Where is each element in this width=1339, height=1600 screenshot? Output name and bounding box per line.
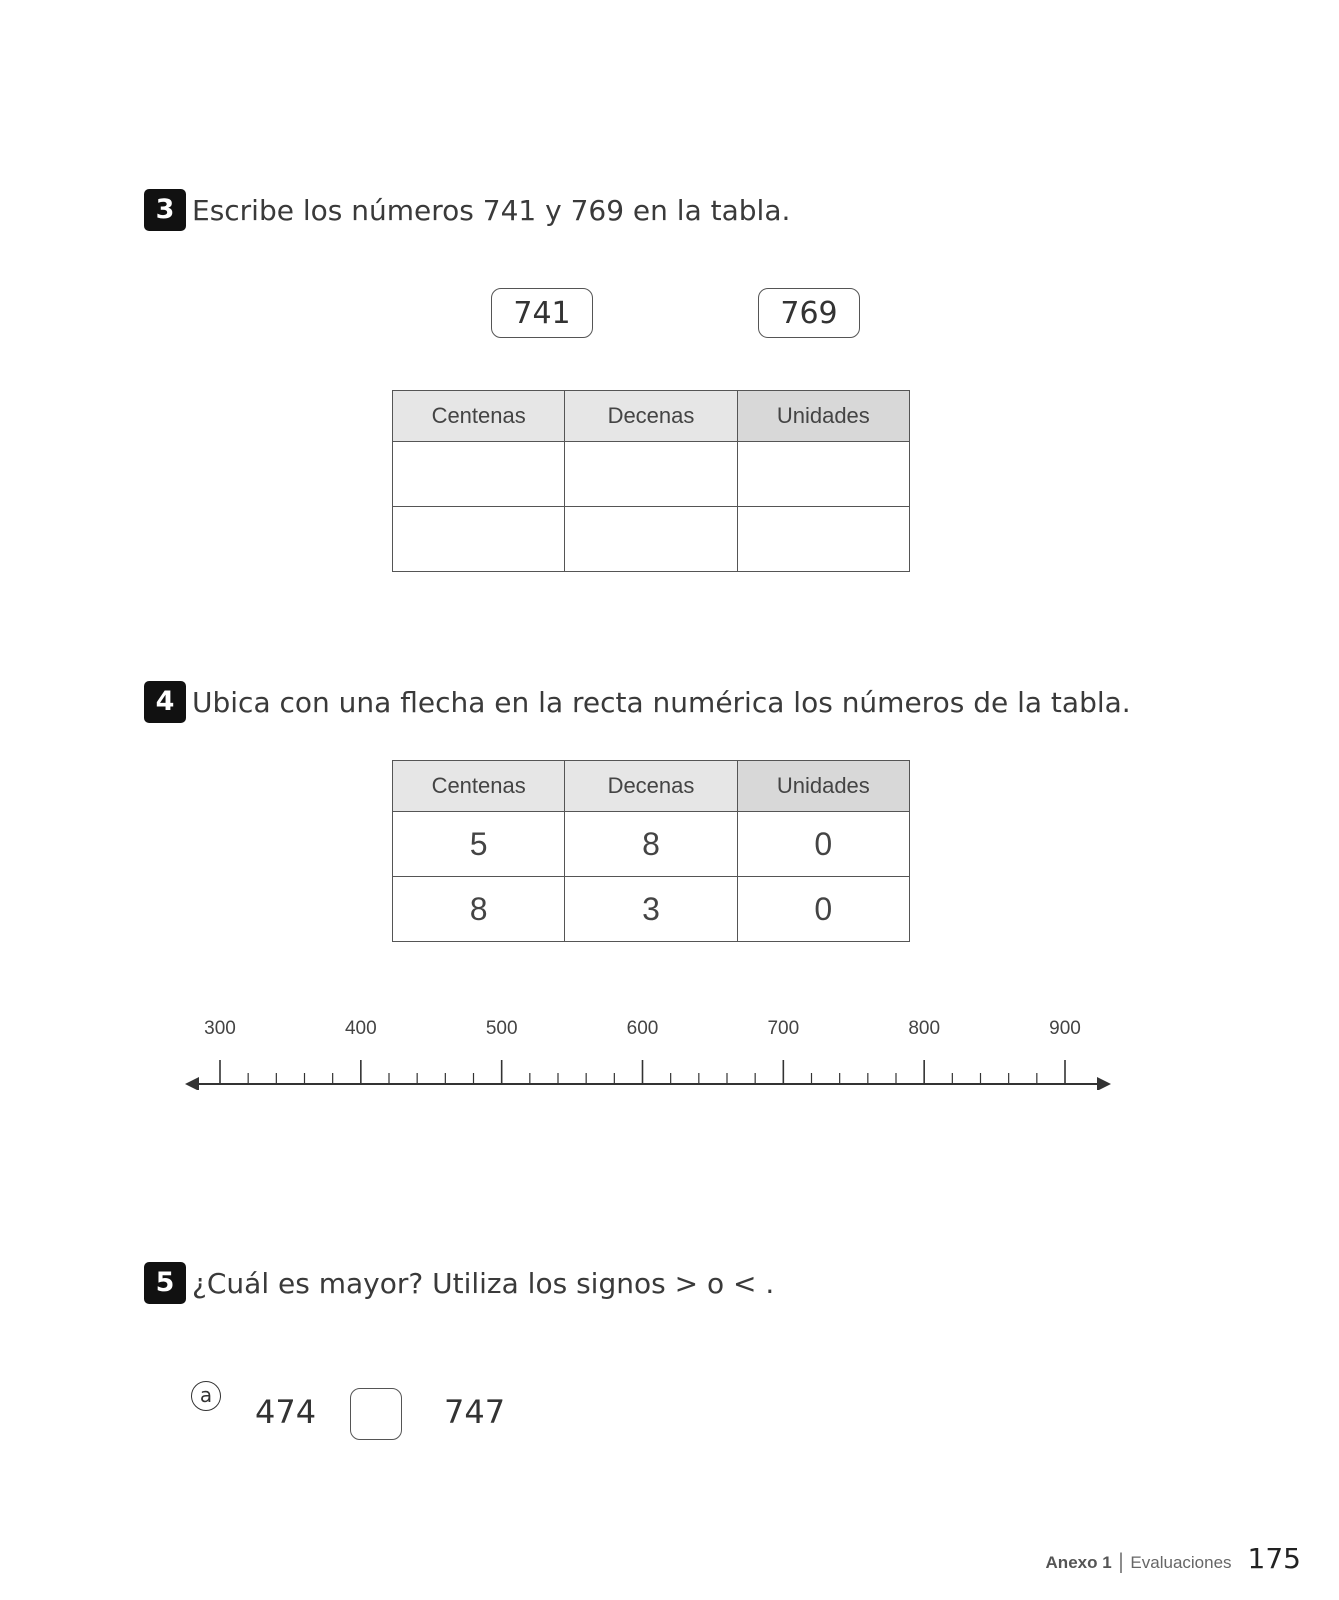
tick-label: 600 [626, 1020, 659, 1039]
header-decenas: Decenas [565, 761, 737, 812]
header-centenas: Centenas [393, 761, 565, 812]
question-text: Ubica con una flecha en la recta numérica los números de la tabla. [192, 685, 1131, 719]
footer-annex: Anexo 1 [1045, 1553, 1112, 1572]
place-value-table-q3 [392, 390, 910, 572]
question-text: ¿Cuál es mayor? Utiliza los signos > o < . [192, 1266, 775, 1300]
tick-label: 400 [344, 1020, 377, 1039]
answer-cell[interactable] [565, 442, 737, 507]
table-header-row [393, 761, 910, 812]
table-cell: 0 [737, 812, 909, 877]
footer-section: Evaluaciones [1130, 1553, 1232, 1572]
answer-cell[interactable] [737, 442, 909, 507]
answer-cell[interactable] [565, 507, 737, 572]
tick-label: 800 [908, 1020, 941, 1039]
compare-right-number: 747 [444, 1393, 506, 1431]
option-badge: a [191, 1381, 221, 1411]
tick-label: 700 [767, 1020, 800, 1039]
place-value-table-q4 [392, 760, 910, 942]
tick-label: 900 [1049, 1020, 1081, 1039]
tick-label: 500 [485, 1020, 518, 1039]
number-card-2: 769 [758, 288, 860, 338]
answer-cell[interactable] [393, 442, 565, 507]
compare-left-number: 474 [255, 1393, 317, 1431]
question-number-badge: 5 [144, 1262, 186, 1304]
table-row [393, 812, 910, 877]
table-header-row [393, 391, 910, 442]
compare-sign-box[interactable] [350, 1388, 402, 1440]
page-number: 175 [1247, 1542, 1301, 1575]
table-row [393, 442, 910, 507]
right-arrow-icon [1097, 1077, 1111, 1090]
question-4-header [144, 681, 1131, 723]
table-cell: 0 [737, 877, 909, 942]
question-5-header [144, 1262, 774, 1304]
question-text: Escribe los números 741 y 769 en la tabla. [192, 193, 791, 227]
table-cell: 3 [565, 877, 737, 942]
answer-cell[interactable] [737, 507, 909, 572]
header-unidades: Unidades [737, 761, 909, 812]
footer-separator: | [1117, 1549, 1125, 1573]
table-cell: 8 [393, 877, 565, 942]
left-arrow-icon [185, 1077, 199, 1090]
table-row [393, 507, 910, 572]
number-card-1: 741 [491, 288, 593, 338]
table-row [393, 877, 910, 942]
question-3-header [144, 189, 790, 231]
tick-label: 300 [204, 1020, 236, 1039]
question-number-badge: 3 [144, 189, 186, 231]
answer-cell[interactable] [393, 507, 565, 572]
number-line-svg[interactable] [185, 1020, 1125, 1090]
page-footer [1046, 1542, 1301, 1575]
header-decenas: Decenas [565, 391, 737, 442]
table-cell: 5 [393, 812, 565, 877]
number-line[interactable] [185, 1020, 1125, 1094]
question-number-badge: 4 [144, 681, 186, 723]
header-unidades: Unidades [737, 391, 909, 442]
table-cell: 8 [565, 812, 737, 877]
header-centenas: Centenas [393, 391, 565, 442]
